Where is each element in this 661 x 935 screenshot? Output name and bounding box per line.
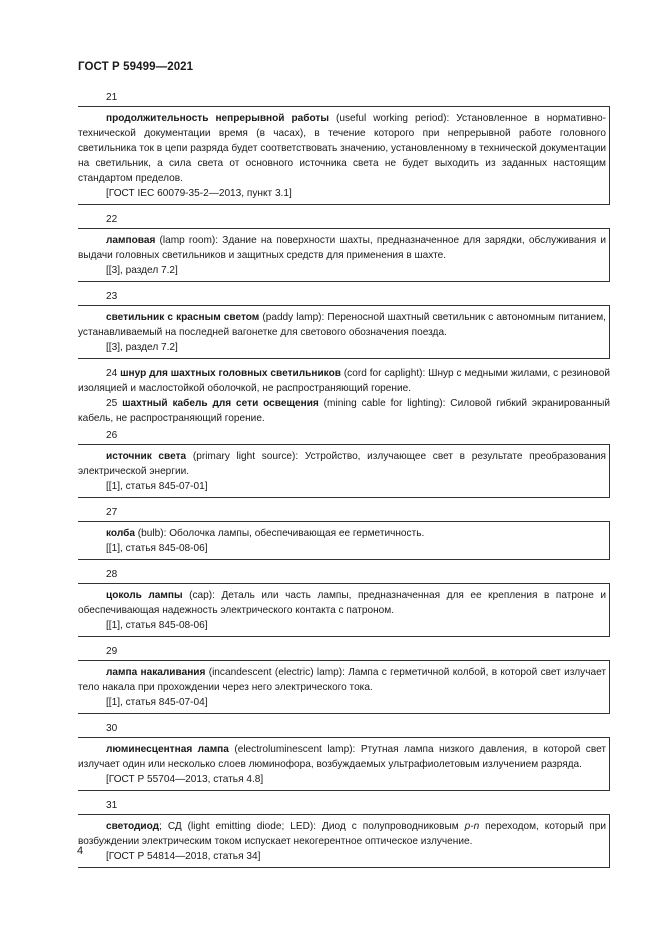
reference: [[1], статья 845-07-01] [106, 481, 208, 492]
definition: (bulb): Оболочка лампы, обеспечивающая ее герметичность. [134, 528, 425, 539]
definition: (primary light source): Устройство, излучающее свет в результате преобразования электрической энергии. [78, 451, 606, 477]
entry-number: 25 [106, 398, 118, 409]
term: ламповая [106, 235, 156, 246]
entry-number: 29 [106, 646, 118, 657]
term: светодиод [106, 821, 160, 832]
definition: (electroluminescent lamp): Ртутная лампа низкого давления, в которой свет излучает один или несколько слоев люминофора, возбуждаемых ультрафиолетовым излучением разряда. [78, 744, 607, 770]
reference: [[1], статья 845-08-06] [106, 543, 208, 554]
definition: (lamp room): Здание на поверхности шахты, предназначенное для зарядки, обслуживания и выдачи головных светильников и защитных средств для применения в шахте. [78, 235, 606, 261]
entry-number: 23 [106, 291, 118, 302]
page-number: 4 [77, 845, 84, 857]
document-body [78, 90, 610, 875]
term: цоколь лампы [106, 590, 183, 601]
term-entry-22 [78, 228, 610, 282]
term: источник света [106, 451, 187, 462]
entry-number: 21 [106, 92, 118, 103]
definition: (cap): Деталь или часть лампы, предназначенная для ее крепления в патроне и обеспечивающая надежность электрического контакта с патроном. [78, 590, 606, 616]
definition-italic: p-n [464, 821, 480, 832]
term: продолжительность непрерывной работы [106, 113, 329, 124]
term-entry-30 [78, 737, 610, 791]
reference: [ГОСТ IEC 60079-35-2—2013, пункт 3.1] [106, 188, 292, 199]
term: лампа накаливания [106, 667, 206, 678]
term-entry-31 [78, 814, 610, 868]
entry-number: 22 [106, 214, 118, 225]
reference: [ГОСТ Р 55704—2013, статья 4.8] [106, 774, 264, 785]
term: шахтный кабель для сети освещения [122, 398, 319, 409]
term-entry-25 [78, 396, 610, 426]
term-entry-27 [78, 521, 610, 560]
entry-number: 24 [106, 368, 118, 379]
definition: ; СД (light emitting diode; LED): Диод с полупроводниковым [159, 821, 465, 832]
term: люминесцентная лампа [106, 744, 229, 755]
term-entry-24 [78, 366, 610, 396]
reference: [[3], раздел 7.2] [106, 342, 178, 353]
entry-number: 26 [106, 430, 118, 441]
definition: (cord for caplight): Шнур с медными жилами, с резиновой изоляцией и маслостойкой оболочкой, не распространяющий горение. [78, 368, 610, 394]
reference: [[3], раздел 7.2] [106, 265, 178, 276]
entry-number: 31 [106, 800, 118, 811]
term: шнур для шахтных головных светильников [120, 368, 341, 379]
definition: (useful working period): Установленное в нормативно-технической документации время (в часах), в течение которого при непрерывной работе головного светильника ток в цепи разряда будет соответствовать значению, установленному в технической документации на светильник, а сила света от основного источника света не будет выходить из заданных настоящим стандартом пределов. [78, 113, 606, 184]
term-entry-28 [78, 583, 610, 637]
document-header: ГОСТ Р 59499—2021 [78, 61, 194, 73]
reference: [[1], статья 845-08-06] [106, 620, 208, 631]
definition: (incandescent (electric) lamp): Лампа с герметичной колбой, в которой свет излучает тело накала при прохождении через него электрического тока. [78, 667, 606, 693]
reference: [[1], статья 845-07-04] [106, 697, 208, 708]
definition: переходом, который при возбуждении электрическим током испускает некогерентное оптическое излучение. [78, 821, 607, 847]
entry-number: 30 [106, 723, 118, 734]
reference: [ГОСТ Р 54814—2018, статья 34] [106, 851, 261, 862]
term: светильник с красным светом [106, 312, 260, 323]
definition: (mining cable for lighting): Силовой гибкий экранированный кабель, не распространяющий горение. [78, 398, 610, 424]
entry-number: 28 [106, 569, 118, 580]
definition: (paddy lamp): Переносной шахтный светильник с автономным питанием, устанавливаемый на последней вагонетке для светового обозначения поезда. [78, 312, 606, 338]
term: колба [106, 528, 135, 539]
term-entry-26 [78, 444, 610, 498]
term-entry-21 [78, 106, 610, 205]
term-entry-23 [78, 305, 610, 359]
term-entry-29 [78, 660, 610, 714]
plain-entries [78, 366, 610, 426]
entry-number: 27 [106, 507, 118, 518]
